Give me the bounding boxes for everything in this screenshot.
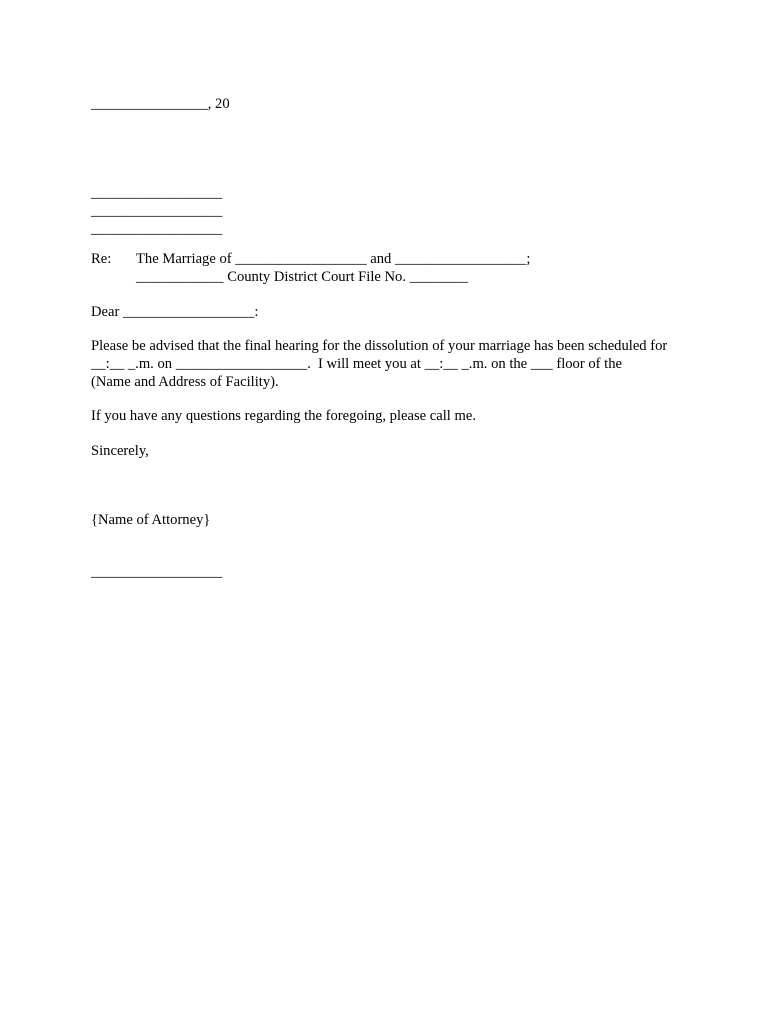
date-line: ________________, 20 — [91, 96, 230, 112]
address-line-2: __________________ — [91, 203, 223, 219]
body-para2: If you have any questions regarding the foregoing, please call me. — [91, 408, 476, 424]
re-line-2: ____________ County District Court File No. ________ — [136, 269, 469, 285]
address-line-1: __________________ — [91, 185, 223, 201]
salutation: Dear __________________: — [91, 304, 259, 320]
closing: Sincerely, — [91, 443, 149, 459]
body-para1-line1: Please be advised that the final hearing for the dissolution of your marriage has been scheduled for — [91, 338, 668, 354]
address-line-3: __________________ — [91, 221, 223, 237]
re-line-1: The Marriage of __________________ and __________________; — [136, 251, 531, 267]
body-para1-line2: __:__ _.m. on __________________. I will meet you at __:__ _.m. on the ___ floor of the — [91, 356, 622, 372]
attorney-name: {Name of Attorney} — [91, 512, 211, 528]
re-label: Re: — [91, 251, 112, 267]
body-para1-line3: (Name and Address of Facility). — [91, 374, 279, 390]
signature-line: __________________ — [91, 564, 223, 580]
